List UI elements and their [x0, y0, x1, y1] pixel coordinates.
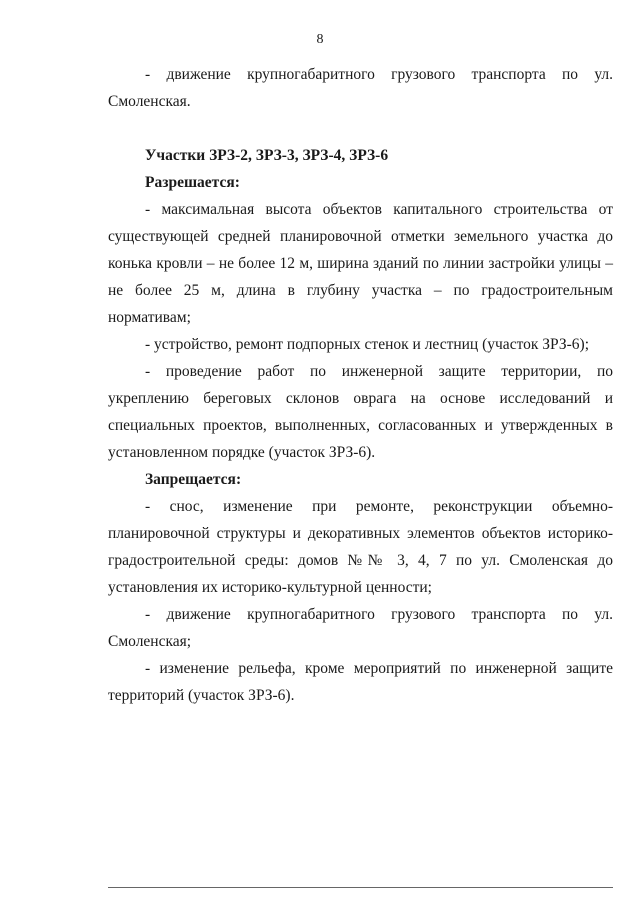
bottom-rule — [108, 887, 613, 888]
heading-allowed: Разрешается: — [145, 174, 240, 191]
paragraph-retaining-walls: - устройство, ремонт подпорных стенок и лестниц (участок ЗРЗ-6); — [145, 336, 590, 353]
paragraph-transport-ban-prev: - движение крупногабаритного грузового транспорта по ул. Смоленская. — [108, 66, 613, 110]
page-number: 8 — [316, 32, 324, 47]
paragraph-relief-change-ban: - изменение рельефа, кроме мероприятий по инженерной защите территорий (участок ЗРЗ-6). — [108, 660, 613, 704]
document-body — [108, 61, 613, 709]
heading-prohibited: Запрещается: — [145, 471, 242, 488]
paragraph-height-limits: - максимальная высота объектов капитального строительства от существующей средней планировочной отметки земельного участка до конька кровли – не более 12 м, ширина зданий по линии застройки улицы – не более 25 м, длина в глубину участка – по градостроительным нормативам; — [108, 201, 613, 326]
paragraph-engineering-protection: - проведение работ по инженерной защите территории, по укреплению береговых склонов оврага на основе исследований и специальных проектов, выполненных, согласованных и утвержденных в установленном порядке (участок ЗРЗ-6). — [108, 363, 613, 461]
section-heading-zones: Участки ЗРЗ-2, ЗРЗ-3, ЗРЗ-4, ЗРЗ-6 — [145, 147, 389, 164]
paragraph-demolition-ban: - снос, изменение при ремонте, реконструкции объемно-планировочной структуры и декоративных элементов объектов историко-градостроительной среды: домов №№ 3, 4, 7 по ул. Смоленская до установления их историко-культурной ценности; — [108, 498, 613, 596]
spacer — [108, 115, 613, 142]
paragraph-transport-ban: - движение крупногабаритного грузового транспорта по ул. Смоленская; — [108, 606, 613, 650]
